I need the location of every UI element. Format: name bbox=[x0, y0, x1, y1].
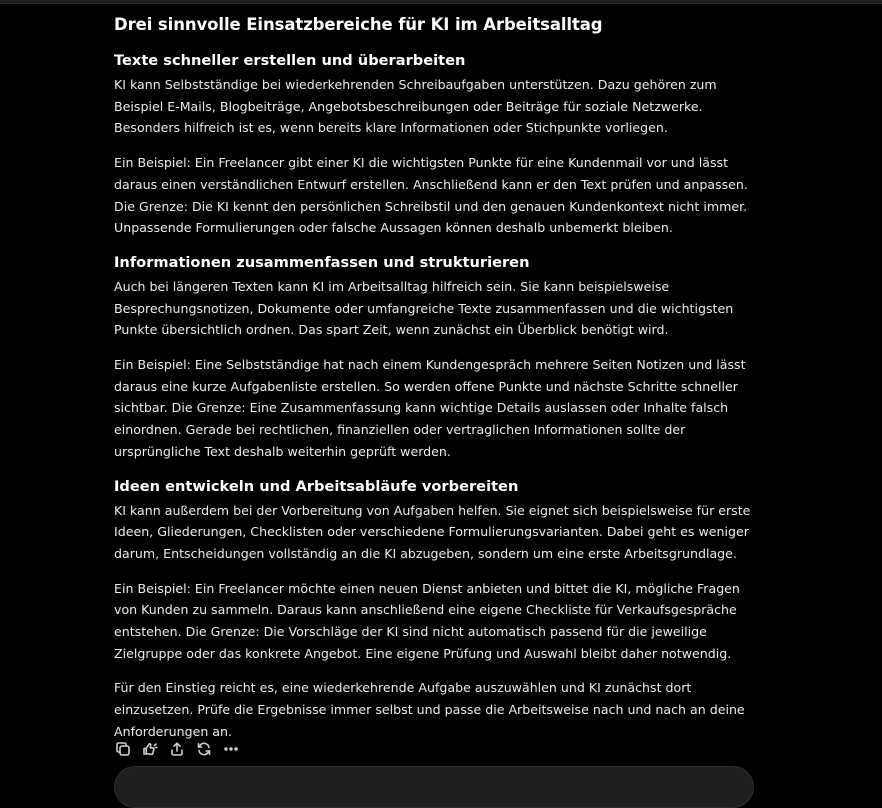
regenerate-icon bbox=[196, 741, 212, 757]
regenerate-button[interactable] bbox=[195, 740, 213, 758]
top-divider bbox=[0, 0, 882, 4]
paragraph: Ein Beispiel: Ein Freelancer gibt einer KI die wichtigsten Punkte für eine Kundenmail vor und lässt daraus einen verständlichen Entwurf erstellen. Anschließend kann er den Text prüfen und anpassen. Die Grenze: Die KI kennt den persönlichen Schreibstil und den genauen Kundenkontext nicht immer. Unpassende Formulierungen oder falsche Aussagen können deshalb unbemerkt bleiben. bbox=[114, 155, 748, 236]
message-composer[interactable] bbox=[114, 766, 754, 808]
paragraph: Auch bei längeren Texten kann KI im Arbeitsalltag hilfreich sein. Sie kann beispielsweise Besprechungsnotizen, Dokumente oder umfangreiche Texte zusammenfassen und die wichtigsten Punkte übersichtlich ordnen. Das spart Zeit, wenn zunächst ein Überblick benötigt wird. bbox=[114, 278, 734, 338]
section-heading: Ideen entwickeln und Arbeitsabläufe vorbereiten bbox=[114, 477, 519, 495]
assistant-message bbox=[114, 10, 760, 743]
share-icon bbox=[169, 741, 185, 757]
section-texte bbox=[114, 50, 760, 239]
thumbs-feedback-icon bbox=[142, 741, 158, 757]
section-ideen bbox=[114, 476, 760, 665]
outro-paragraph: Für den Einstieg reicht es, eine wiederkehrende Aufgabe auszuwählen und KI zunächst dort einzusetzen. Prüfe die Ergebnisse immer selbst und passe die Arbeitsweise nach und nach an deine Anforderungen an. bbox=[114, 680, 745, 739]
section-informationen bbox=[114, 252, 760, 463]
copy-icon bbox=[115, 741, 131, 757]
copy-button[interactable] bbox=[114, 740, 132, 758]
more-options-button[interactable] bbox=[222, 740, 240, 758]
paragraph: KI kann Selbstständige bei wiederkehrenden Schreibaufgaben unterstützen. Dazu gehören zum Beispiel E-Mails, Blogbeiträge, Angebotsbeschreibungen oder Beiträge für soziale Netzwerke. Besonders hilfreich ist es, wenn bereits klare Informationen oder Stichpunkte vorliegen. bbox=[114, 77, 717, 136]
section-heading: Texte schneller erstellen und überarbeiten bbox=[114, 52, 466, 69]
more-options-icon bbox=[223, 741, 239, 757]
feedback-button[interactable] bbox=[141, 740, 159, 758]
share-button[interactable] bbox=[168, 740, 186, 758]
paragraph: Ein Beispiel: Eine Selbstständige hat nach einem Kundengespräch mehrere Seiten Notizen und lässt daraus eine kurze Aufgabenliste erstellen. So werden offene Punkte und nächste Schritte schneller sichtbar. Die Grenze: Eine Zusammenfassung kann wichtige Details auslassen oder Inhalte falsch einordnen. Gerade bei rechtlichen, finanziellen oder vertraglichen Informationen sollte der ursprüngliche Text deshalb weiterhin geprüft werden. bbox=[114, 357, 746, 459]
section-heading: Informationen zusammenfassen und strukturieren bbox=[114, 253, 530, 271]
paragraph: Ein Beispiel: Ein Freelancer möchte einen neuen Dienst anbieten und bittet die KI, mögliche Fragen von Kunden zu sammeln. Daraus kann anschließend eine eigene Checkliste für Verkaufsgespräche entstehen. Die Grenze: Die Vorschläge der KI sind nicht automatisch passend für die jeweilige Zielgruppe oder das konkrete Angebot. Eine eigene Prüfung und Auswahl bleibt daher notwendig. bbox=[114, 580, 740, 661]
article-title: Drei sinnvolle Einsatzbereiche für KI im Arbeitsalltag bbox=[114, 15, 603, 34]
message-actions bbox=[114, 739, 240, 759]
paragraph: KI kann außerdem bei der Vorbereitung von Aufgaben helfen. Sie eignet sich beispielsweise für erste Ideen, Gliederungen, Checklisten oder verschiedene Formulierungsvarianten. Dabei geht es weniger darum, Entscheidungen vollständig an die KI abzugeben, sondern um eine erste Arbeitsgrundlage. bbox=[114, 502, 751, 561]
